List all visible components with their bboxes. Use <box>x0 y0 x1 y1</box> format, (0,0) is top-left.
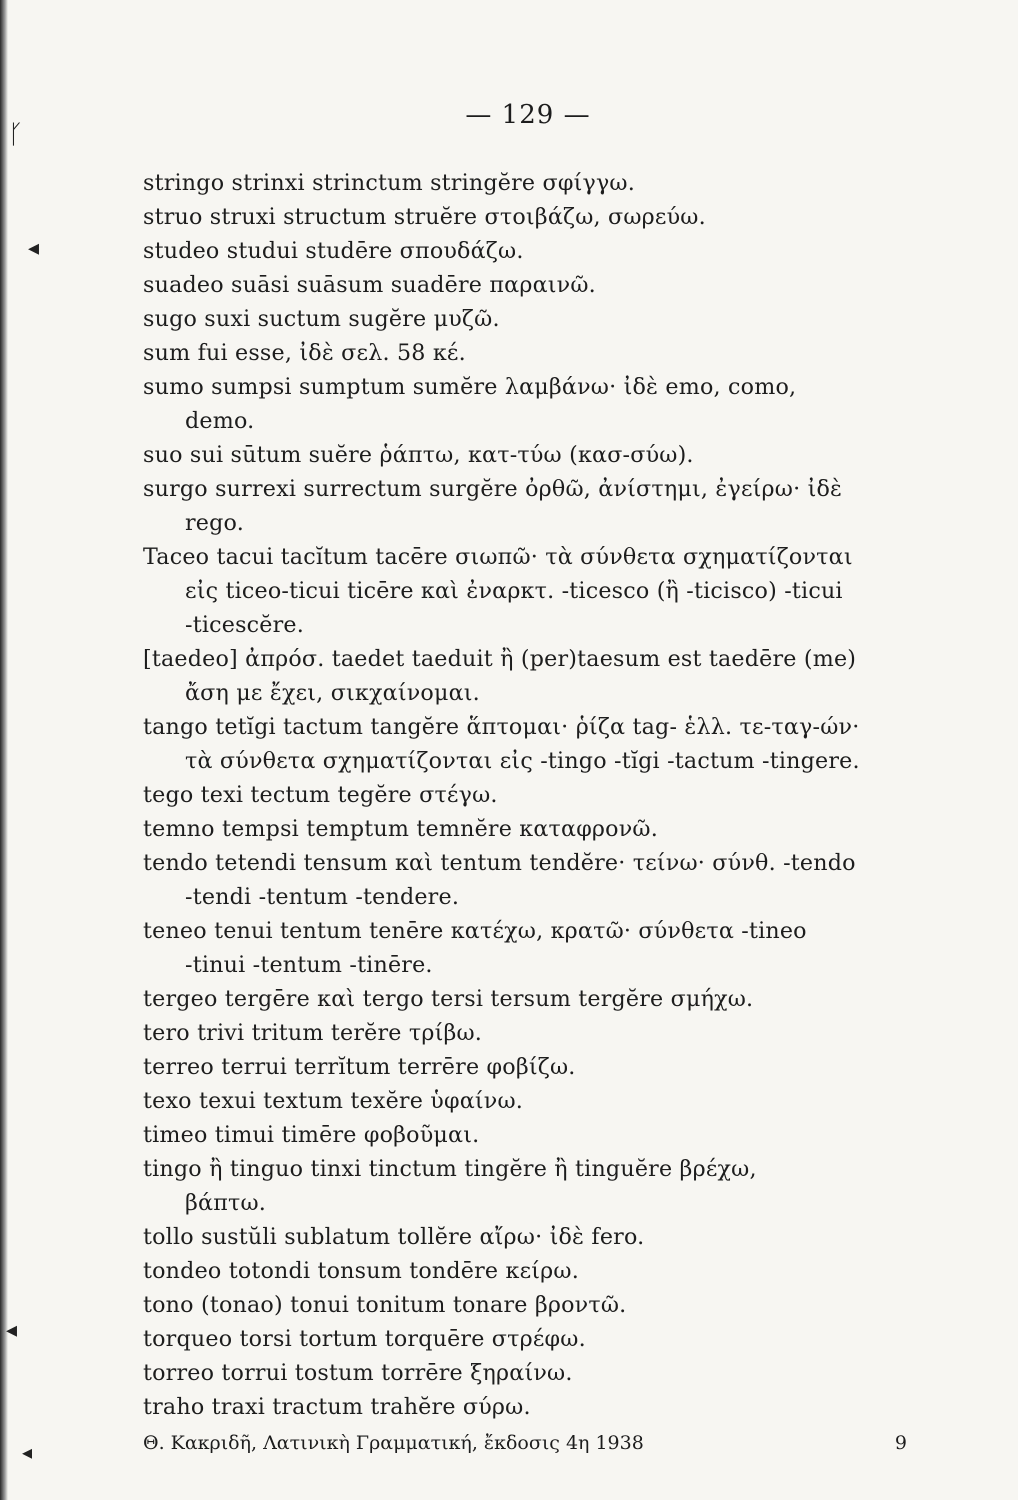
signature-number: 9 <box>894 1432 907 1454</box>
verb-entry <box>143 846 913 914</box>
verb-entry <box>143 370 913 438</box>
verb-entry <box>143 1016 913 1050</box>
entry-continuation-line: τὰ σύνθετα σχηματίζονται εἰς -tingo -tĭgi -tactum -tingere. <box>185 748 860 774</box>
verb-entry <box>143 1254 913 1288</box>
entry-line: torqueo torsi tortum torquēre στρέφω. <box>143 1326 586 1352</box>
verb-list <box>143 166 913 1424</box>
punch-hole-mark: ◂ <box>6 1318 18 1343</box>
entry-line: traho traxi tractum trahĕre σύρω. <box>143 1394 531 1420</box>
entry-continuation-line: ἄση με ἔχει, σικχαίνομαι. <box>185 680 480 706</box>
entry-line: tendo tetendi tensum καὶ tentum tendĕre· τείνω· σύνθ. -tendo <box>143 850 856 876</box>
verb-entry <box>143 302 913 336</box>
verb-entry <box>143 1118 913 1152</box>
entry-line: tero trivi tritum terĕre τρίβω. <box>143 1020 483 1046</box>
verb-entry <box>143 166 913 200</box>
page-binding-shadow <box>0 0 8 1500</box>
entry-line: tono (tonao) tonui tonitum tonare βροντῶ. <box>143 1292 627 1318</box>
entry-line: tollo sustŭli sublatum tollĕre αἴρω· ἰδὲ fero. <box>143 1224 645 1250</box>
entry-line: suadeo suāsi suāsum suadēre παραινῶ. <box>143 272 596 298</box>
entry-line: [taedeo] ἀπρόσ. taedet taeduit ἢ (per)taesum est taedēre (me) <box>143 646 857 672</box>
entry-line: studeo studui studēre σπουδάζω. <box>143 238 524 264</box>
entry-line: tergeo tergēre καὶ tergo tersi tersum tergĕre σμήχω. <box>143 986 754 1012</box>
entry-line: sugo suxi suctum sugĕre μυζῶ. <box>143 306 500 332</box>
binding-mark: ᚴ <box>8 120 24 150</box>
verb-entry <box>143 642 913 710</box>
entry-line: torreo torrui tostum torrēre ξηραίνω. <box>143 1360 573 1386</box>
verb-entry <box>143 438 913 472</box>
entry-line: tego texi tectum tegĕre στέγω. <box>143 782 498 808</box>
entry-continuation-line: -tinui -tentum -tinēre. <box>185 952 433 978</box>
entry-line: texo texui textum texĕre ὑφαίνω. <box>143 1088 524 1114</box>
verb-entry <box>143 1220 913 1254</box>
entry-line: sum fui esse, ἰδὲ σελ. 58 κέ. <box>143 340 466 366</box>
verb-entry <box>143 778 913 812</box>
entry-line: Taceo tacui tacĭtum tacēre σιωπῶ· τὰ σύνθετα σχηματίζονται <box>143 544 853 570</box>
entry-continuation-line: βάπτω. <box>185 1190 267 1216</box>
verb-entry <box>143 472 913 540</box>
page-footer <box>143 1426 913 1460</box>
punch-hole-mark: ◂ <box>22 1440 33 1464</box>
footer-citation: Θ. Κακριδῆ, Λατινικὴ Γραμματική, ἔκδοσις 4η 1938 <box>143 1432 644 1454</box>
verb-entry <box>143 812 913 846</box>
verb-entry <box>143 1084 913 1118</box>
verb-entry <box>143 1390 913 1424</box>
page-number: — 129 — <box>465 100 591 130</box>
entry-continuation-line: εἰς ticeo-ticui ticēre καὶ ἐναρκτ. -ticesco (ἢ -ticisco) -ticui <box>185 578 843 604</box>
entry-line: tango tetĭgi tactum tangĕre ἅπτομαι· ῥίζα tag- ἑλλ. τε-ταγ-ών· <box>143 714 860 740</box>
entry-line: stringo strinxi strinctum stringĕre σφίγγω. <box>143 170 635 196</box>
entry-line: timeo timui timēre φοβοῦμαι. <box>143 1122 480 1148</box>
verb-entry <box>143 234 913 268</box>
entry-continuation-line: rego. <box>185 510 244 536</box>
verb-entry <box>143 336 913 370</box>
verb-entry <box>143 1322 913 1356</box>
book-page <box>143 100 913 1460</box>
verb-entry <box>143 1356 913 1390</box>
entry-line: sumo sumpsi sumptum sumĕre λαμβάνω· ἰδὲ emo, como, <box>143 374 797 400</box>
entry-continuation-line: demo. <box>185 408 255 434</box>
entry-line: tingo ἢ tinguo tinxi tinctum tingĕre ἢ tinguĕre βρέχω, <box>143 1156 757 1182</box>
verb-entry <box>143 914 913 982</box>
entry-line: teneo tenui tentum tenēre κατέχω, κρατῶ· σύνθετα -tineo <box>143 918 807 944</box>
entry-line: struo struxi structum struĕre στοιβάζω, σωρεύω. <box>143 204 706 230</box>
entry-line: surgo surrexi surrectum surgĕre ὀρθῶ, ἀνίστημι, ἐγείρω· ἰδὲ <box>143 476 843 502</box>
verb-entry <box>143 540 913 642</box>
entry-line: tondeo totondi tonsum tondēre κείρω. <box>143 1258 579 1284</box>
verb-entry <box>143 1050 913 1084</box>
verb-entry <box>143 982 913 1016</box>
entry-continuation-line: -tendi -tentum -tendere. <box>185 884 460 910</box>
verb-entry <box>143 268 913 302</box>
verb-entry <box>143 710 913 778</box>
verb-entry <box>143 1288 913 1322</box>
entry-line: temno tempsi temptum temnĕre καταφρονῶ. <box>143 816 658 842</box>
entry-line: suo sui sūtum suĕre ῥάπτω, κατ-τύω (κασ-σύω). <box>143 442 694 468</box>
punch-hole-mark: ◂ <box>28 236 40 261</box>
verb-entry <box>143 200 913 234</box>
entry-line: terreo terrui terrĭtum terrēre φοβίζω. <box>143 1054 576 1080</box>
entry-continuation-line: -ticescĕre. <box>185 612 304 638</box>
verb-entry <box>143 1152 913 1220</box>
